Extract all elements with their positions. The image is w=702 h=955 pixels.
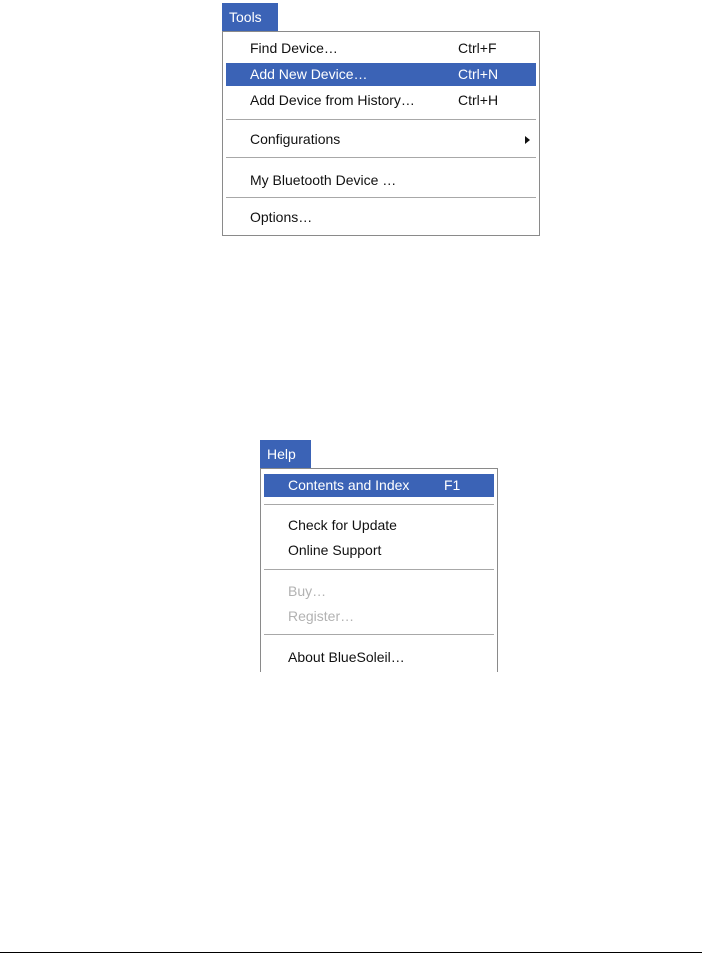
menu-item-about-bluesoleil[interactable] — [264, 646, 494, 669]
menu-item-label: Register… — [288, 608, 355, 624]
menu-separator — [226, 157, 536, 159]
menu-item-label: Options… — [250, 209, 313, 225]
menu-item-shortcut: Ctrl+F — [458, 40, 497, 56]
menu-item-shortcut: F1 — [444, 477, 461, 493]
menu-separator — [226, 119, 536, 121]
menu-item-label: Configurations — [250, 131, 341, 147]
menu-item-label: Add Device from History… — [250, 92, 415, 108]
tools-menu-title: Tools — [229, 9, 262, 25]
help-menu-header[interactable] — [260, 440, 311, 468]
menu-item-add-new-device[interactable] — [226, 63, 536, 86]
menu-item-label: Online Support — [288, 542, 382, 558]
menu-item-label: Contents and Index — [288, 477, 410, 493]
menu-item-check-for-update[interactable] — [264, 514, 494, 537]
menu-item-label: About BlueSoleil… — [288, 649, 405, 665]
menu-separator — [264, 634, 494, 636]
menu-item-label: Buy… — [288, 583, 327, 599]
menu-separator — [264, 504, 494, 506]
menu-item-my-bluetooth-device[interactable] — [226, 169, 536, 192]
page-bottom-rule — [0, 952, 702, 953]
menu-item-buy — [264, 580, 494, 603]
submenu-arrow-icon — [525, 136, 530, 144]
menu-separator — [226, 197, 536, 199]
menu-item-online-support[interactable] — [264, 539, 494, 562]
menu-item-shortcut: Ctrl+H — [458, 92, 499, 108]
menu-item-shortcut: Ctrl+N — [458, 66, 499, 82]
menu-item-label: Find Device… — [250, 40, 338, 56]
menu-item-label: Add New Device… — [250, 66, 368, 82]
menu-item-label: Check for Update — [288, 517, 397, 533]
menu-item-contents-and-index[interactable] — [264, 474, 494, 497]
tools-menu-header[interactable] — [222, 3, 278, 31]
menu-item-register — [264, 605, 494, 628]
menu-item-find-device[interactable] — [226, 37, 536, 60]
tools-menu-dropdown — [222, 31, 540, 236]
menu-item-label: My Bluetooth Device … — [250, 172, 397, 188]
menu-item-add-device-from-history[interactable] — [226, 89, 536, 112]
help-menu-title: Help — [267, 446, 296, 462]
menu-item-configurations[interactable] — [226, 128, 536, 151]
help-menu-dropdown — [260, 468, 498, 672]
menu-item-options[interactable] — [226, 206, 536, 229]
menu-separator — [264, 569, 494, 571]
